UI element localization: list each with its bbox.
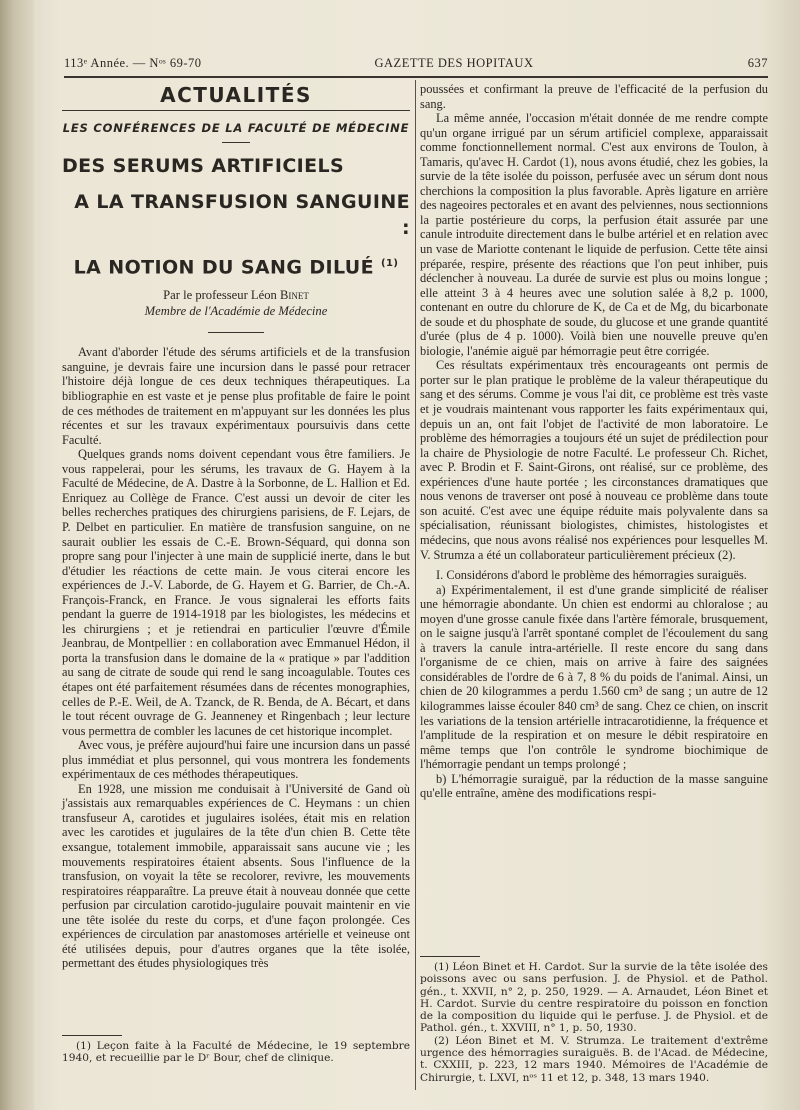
page-number: 637 bbox=[747, 56, 768, 70]
article-title-text: LA NOTION DU SANG DILUÉ bbox=[73, 256, 375, 279]
left-footnotes bbox=[62, 1035, 410, 1065]
byline-rule bbox=[208, 332, 264, 333]
article-title-line-1: DES SERUMS ARTIFICIELS bbox=[62, 154, 345, 177]
paragraph: Avant d'aborder l'étude des sérums artificiels et de la transfusion sanguine, je devrais faire une incursion dans le passé pour retracer l'histoire déjà longue de ces deux techniques thérapeutiques. La bibliographie en est vaste et je pense plus profitable de faire le point de ces méthodes de traitement en m'appuyant sur les données les plus récentes et sur les travaux expérimentaux poursuivis dans cette Faculté. bbox=[62, 345, 410, 447]
footnote: (2) Léon Binet et M. V. Strumza. Le traitement d'extrême urgence des hémorragies suraiguës. B. de l'Acad. de Médecine, t. CXXIII, p. 223, 12 mars 1940. Mémoires de l'Académie de Chirurgie, t. LXVI, nᵒˢ 11 et 12, p. 348, 13 mars 1940. bbox=[420, 1034, 768, 1084]
right-column bbox=[420, 82, 768, 801]
author-name: Binet bbox=[279, 288, 309, 303]
title-footnote-marker: (1) bbox=[381, 257, 399, 269]
section-title: ACTUALITÉS bbox=[160, 83, 312, 107]
paragraph: La même année, l'occasion m'était donnée de me rendre compte qu'un organe irrigué par un sérum artificiel complexe, apparaissait comme fonctionnellement normal. C'est aux environs de Toulon, à Tamaris, qu'avec H. Cardot (1), nous avons étudié, chez les gobies, la survie de la tête isolée du poisson, perfusée avec un sérum dont nous cherchions la composition la plus favorable. Après ligature en arrière des nageoires pectorales et en avant des pelviennes, nous sectionnions la partie postérieure du corps, la perfusion était assurée par une canule introduite directement dans le bulbe artériel et en relation avec un vase de Mariotte contenant le liquide de perfusion. Cette tête ainsi préparée, respire, présente des réactions que l'on peut inhiber, puis déclencher à nouveau. La durée de survie est plus ou moins longue ; elle atteint 3 à 4 heures avec une solution salée à 8,2 p. 1000, contenant en outre du chlorure de K, de Ca et de Mg, du bicarbonate de soude et du phosphate de soude, du glucose et une grande quantité d'urée (plus de 4 p. 1000). Voilà bien une nouvelle preuve qu'en biologie, l'anémie aiguë par hémorragie peut être corrigée. bbox=[420, 111, 768, 358]
subsection-title: LES CONFÉRENCES DE LA FACULTÉ DE MÉDECINE bbox=[62, 121, 410, 136]
journal-name: GAZETTE DES HOPITAUX bbox=[374, 56, 534, 70]
paragraph: Ces résultats expérimentaux très encourageants ont permis de porter sur le plan pratique le problème de la valeur thérapeutique du sang et des sérums. Comme je vous l'ai dit, ce problème est très vaste et je voudrais maintenant vous rapporter les faits expérimentaux qui, depuis un an, ont fait l'objet de l'activité de mon laboratoire. Le problème des hémorragies a toujours été un sujet de prédilection pour la chaire de Physiologie de notre Faculté. Le professeur Ch. Richet, avec P. Brodin et F. Saint-Girons, ont réalisé, sur ce problème, des expériences d'une haute portée ; les circonstances dramatiques que nous venons de traverser ont posé à nouveau ce problème dans toute son acuité. C'est avec une équipe réduite mais polyvalente dans sa spécialisation, réunissant biologistes, chimistes, histologistes et médecins, que nous avons réalisé nos expériences pour lesquelles M. V. Strumza a été un collaborateur particulièrement précieux (2). bbox=[420, 358, 768, 562]
article-title-line-3 bbox=[62, 251, 410, 280]
author-affiliation: Membre de l'Académie de Médecine bbox=[144, 303, 328, 318]
header-rule bbox=[64, 76, 768, 78]
right-footnotes bbox=[420, 956, 768, 1084]
paragraph: a) Expérimentalement, il est d'une grande simplicité de réaliser une hémorragie abondante. Un chien est endormi au chloralose ; au moyen d'une grosse canule fixée dans l'artère fémorale, brusquement, on le saigne jusqu'à l'arrêt spontané complet de l'écoulement du sang à travers la canule intra-artérielle. Il reste encore du sang dans l'organisme de ce chien, mais on arrive à faire des saignées considérables de l'ordre de 6 à 7, 8 % du poids de l'animal. Ainsi, un chien de 20 kilogrammes a perdu 1.560 cm³ de sang ; un autre de 12 kilogrammes laisse écouler 840 cm³ de sang. Chez ce chien, on inscrit les variations de la tension artérielle intracarotidienne, la fréquence et l'amplitude de la respiration et on mesure le débit respiratoire en même temps que l'on contrôle le syndrome biochimique de l'hémorragie pendant un temps prolongé ; bbox=[420, 582, 768, 772]
binding-shadow bbox=[0, 0, 34, 1110]
paragraph: Avec vous, je préfère aujourd'hui faire une incursion dans un passé plus immédiat et plus personnel, qui vous montrera les fondements expérimentaux de ces méthodes thérapeutiques. bbox=[62, 738, 410, 782]
paragraph: b) L'hémorragie suraiguë, par la réduction de la masse sanguine qu'elle entraîne, amène des modifications respi- bbox=[420, 771, 768, 801]
byline bbox=[62, 288, 410, 303]
footnote-rule bbox=[420, 956, 480, 957]
paragraph: En 1928, une mission me conduisait à l'Université de Gand où j'assistais aux remarquables expériences de C. Heymans : un chien transfuseur A, carotides et jugulaires isolées, était mis en relation avec les carotides et jugulaires de la tête d'un chien B. Cette tête exsangue, totalement immobile, apparaissait sans aucune vie ; les mouvements respiratoires étaient absents. Sous l'influence de la transfusion, on voyait la tête se recolorer, revivre, les mouvements respiratoires réapparaître. La preuve était à nouveau donnée que cette perfusion par circulation carotido-jugulaire pouvait maintenir en vie une tête isolée du reste du corps, et d'une façon prolongée. Ces expériences de circulation par anastomoses artérielle et veineuse ont été utilisées depuis, pour d'autres organes que la tête isolée, permettant des études physiologiques très bbox=[62, 781, 410, 971]
byline-prefix: Par le professeur Léon bbox=[163, 288, 280, 303]
section-rule bbox=[62, 110, 410, 112]
paragraph: Quelques grands noms doivent cependant vous être familiers. Je vous rappelerai, pour les sérums, les travaux de G. Hayem à la Faculté de Médecine, de A. Dastre à la Sorbonne, de L. Hallion et Ed. Enriquez au Collège de France. C'est aussi un devoir de citer les belles recherches pratiques des chirurgiens parisiens, de F. Lejars, de P. Delbet en particulier. En matière de transfusion sanguine, on ne saurait oublier les essais de C.-E. Brown-Séquard, qui donna son propre sang pour l'injecter à une main de supplicié inerte, dans le but d'étudier les réactions de cette main. Je vous citerai encore les expériences de J.-V. Laborde, de G. Hayem et G. Barrier, de Ch.-A. François-Franck, en France. Je vous signalerai les efforts faits pendant la guerre de 1914-1918 par les biologistes, les médecins et les chirurgiens ; et je retiendrai en particulier l'œuvre d'Émile Jeanbrau, de Montpellier : en collaboration avec Emmanuel Hédon, il porta la transfusion dans le domaine de la « pratique » par l'addition au sang de citrate de soude qui rend le sang incoagulable. Toutes ces étapes ont été parfaitement résumées dans de récentes monographies, celles de P.-E. Weil, de A. Tzanck, de R. Benda, de A. Bécart, et dans le tout récent ouvrage de G. Jeanneney et Ringenbach ; leur lecture vous permettra de combler les lacunes de cet historique incomplet. bbox=[62, 447, 410, 738]
paragraph: poussées et confirmant la preuve de l'efficacité de la perfusion du sang. bbox=[420, 82, 768, 111]
issue-info: 113ᵉ Année. — Nᵒˢ 69-70 bbox=[64, 56, 202, 70]
footnote: (1) Leçon faite à la Faculté de Médecine, le 19 septembre 1940, et recueillie par le Dʳ Bour, chef de clinique. bbox=[62, 1040, 410, 1065]
left-column bbox=[62, 82, 410, 971]
footnote: (1) Léon Binet et H. Cardot. Sur la survie de la tête isolée des poissons avec ou sans perfusion. J. de Physiol. et de Pathol. gén., t. XXVII, n° 2, p. 250, 1929. — A. Arnaudet, Léon Binet et H. Cardot. Survie du centre respiratoire du poisson en fonction de la composition du liquide qui le perfuse. J. de Physiol. et de Pathol. gén., t. XXVIII, n° 1, p. 50, 1930. bbox=[420, 961, 768, 1035]
subsection-rule bbox=[222, 142, 250, 143]
column-divider bbox=[415, 80, 416, 1090]
article-title-line-2: A LA TRANSFUSION SANGUINE : bbox=[74, 190, 410, 239]
running-head bbox=[64, 56, 768, 74]
footnote-rule bbox=[62, 1035, 122, 1036]
section-heading-paragraph: I. Considérons d'abord le problème des hémorragies suraiguës. bbox=[436, 568, 747, 583]
